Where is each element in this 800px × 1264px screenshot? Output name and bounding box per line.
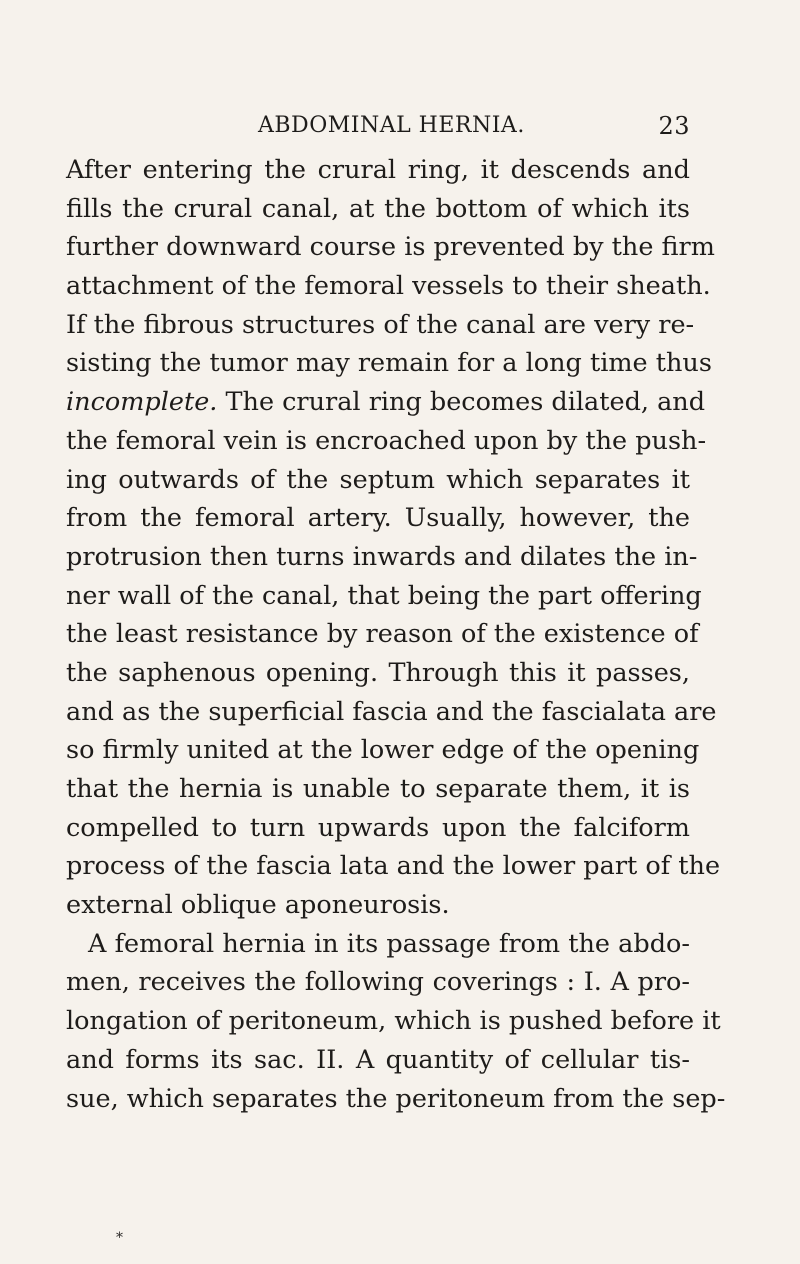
text-line: men, receives the following coverings : I. A pro- [66, 967, 690, 998]
page-number: 23 [658, 112, 690, 140]
text-line: further downward course is prevented by the firm [66, 232, 715, 263]
body-text [66, 151, 726, 1118]
text-line: If the fibrous structures of the canal are very re- [66, 309, 695, 340]
text-line: process of the fascia lata and the lower part of the [66, 851, 721, 882]
text-line: from the femoral artery. Usually, however, the [66, 503, 690, 534]
text-line: fills the crural canal, at the bottom of which its [66, 193, 690, 224]
italic-term: incomplete. [66, 387, 218, 418]
text-line: After entering the crural ring, it descends and [66, 155, 690, 185]
text-line: attachment of the femoral vessels to their sheath. [66, 271, 711, 302]
text-line: incomplete. The crural ring becomes dilated, and [66, 387, 706, 418]
running-header [258, 113, 690, 143]
text-line: and as the superficial fascia and the fascialata are [66, 696, 717, 727]
text-line: compelled to turn upwards upon the falciform [66, 812, 690, 843]
text-line: protrusion then turns inwards and dilates the in- [66, 541, 698, 572]
text-line: that the hernia is unable to separate them, it is [66, 774, 690, 804]
text-line: the femoral vein is encroached upon by the push- [66, 425, 707, 456]
text-line: A femoral hernia in its passage from the abdo- [88, 928, 690, 959]
text-line: and forms its sac. II. A quantity of cellular tis- [66, 1044, 690, 1075]
text-line: the least resistance by reason of the existence of [66, 619, 699, 650]
text-line: longation of peritoneum, which is pushed before it [66, 1006, 721, 1037]
text-line: ner wall of the canal, that being the part offering [66, 580, 702, 611]
text-line: sue, which separates the peritoneum from the sep- [66, 1083, 726, 1114]
text-line: external oblique aponeurosis. [66, 890, 450, 921]
text-line: sisting the tumor may remain for a long time thus [66, 348, 712, 379]
text-line: the saphenous opening. Through this it passes, [66, 657, 690, 688]
footer-mark: * [116, 1230, 123, 1246]
text-line: so firmly united at the lower edge of the opening [66, 735, 700, 766]
running-title: ABDOMINAL HERNIA. [258, 113, 525, 138]
text-line: ing outwards of the septum which separates it [66, 464, 690, 495]
